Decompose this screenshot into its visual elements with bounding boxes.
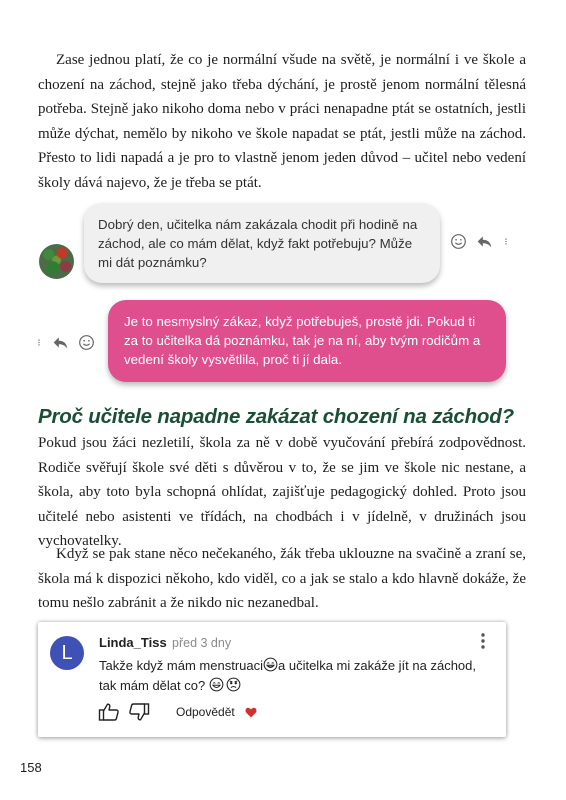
heart-icon[interactable] xyxy=(245,707,257,718)
section-heading: Proč učitele napadne zakázat chození na záchod? xyxy=(38,405,514,428)
answer-bubble xyxy=(108,300,506,382)
asker-avatar xyxy=(39,244,74,279)
comment-text-part1: Takže když mám menstruaci xyxy=(99,658,263,673)
comment-timestamp: před 3 dny xyxy=(172,636,232,650)
question-bubble xyxy=(84,203,440,283)
thumbs-down-icon[interactable] xyxy=(128,702,150,722)
thumbs-up-icon[interactable] xyxy=(98,702,120,722)
more-vertical-icon[interactable] xyxy=(479,632,487,650)
more-vertical-icon[interactable] xyxy=(502,233,510,250)
reply-button[interactable]: Odpovědět xyxy=(176,705,235,719)
smiley-icon[interactable] xyxy=(78,334,95,351)
reply-icon[interactable] xyxy=(476,233,493,250)
smiley-icon[interactable] xyxy=(450,233,467,250)
grin-emoji-icon xyxy=(209,677,224,692)
commenter-avatar: L xyxy=(50,636,84,670)
answer-text: Je to nesmyslný zákaz, když potřebuješ, prostě jdi. Pokud ti za to učitelka dá poznámku, tak je na ní, aby tvým rodičům a vedení školy vysvětlila, proč ti jí dala. xyxy=(124,314,481,367)
comment-text xyxy=(99,656,489,696)
comment-text-part2: a učitelka mi zakáže jít na záchod, tak mám dělat co? xyxy=(99,658,476,693)
commenter-username[interactable]: Linda_Tiss xyxy=(99,635,167,650)
supervision-paragraph: Když se pak stane něco nečekaného, žák třeba uklouzne na svačině a zraní se, škola má k dispozici někoho, kdo viděl, co a jak se stalo a kdo hlavně dokáže, že tomu nešlo zabránit a že nikdo nic nezanedbal. xyxy=(38,546,526,612)
grin-emoji-icon xyxy=(263,657,278,672)
page-number: 158 xyxy=(20,760,42,775)
question-text: Dobrý den, učitelka nám zakázala chodit při hodině na záchod, ale co mám dělat, když fakt potřebuju? Může mi dát poznámku? xyxy=(98,217,418,270)
responsibility-paragraph: Pokud jsou žáci nezletilí, škola za ně v době vyučování přebírá zodpovědnost. Rodiče svěřují škole své děti s důvěrou v to, že se jim ve škole nic nestane, a škola, aby toto byla schopná ohlídat, zajišťuje pedagogický dohled. Proto jsou učitelé nebo asistenti ve třídách, na chodbách i v jídelně, v družinách jsou vychovatelky. xyxy=(38,435,526,550)
more-vertical-icon[interactable] xyxy=(35,334,43,351)
intro-paragraph: Zase jednou platí, že co je normální všude na světě, je normální i ve škole a chození na záchod, stejně jako třeba dýchání, je prostě jenom normální tělesná potřeba. Stejně jako nikoho doma nebo v práci nenapadne ptát se ostatních, jestli může dýchat, nemělo by nikoho ve škole napadat se ptát, jestli může na záchod. Přesto to lidi napadá a je pro to vlastně jenom jeden důvod – učitel nebo vedení školy dává najevo, že je třeba se ptát. xyxy=(38,52,526,191)
comment-actions xyxy=(98,702,257,722)
answer-actions xyxy=(35,334,95,351)
worried-emoji-icon xyxy=(226,677,241,692)
reply-icon[interactable] xyxy=(52,334,69,351)
comment-card xyxy=(38,622,506,737)
question-actions xyxy=(450,233,510,250)
